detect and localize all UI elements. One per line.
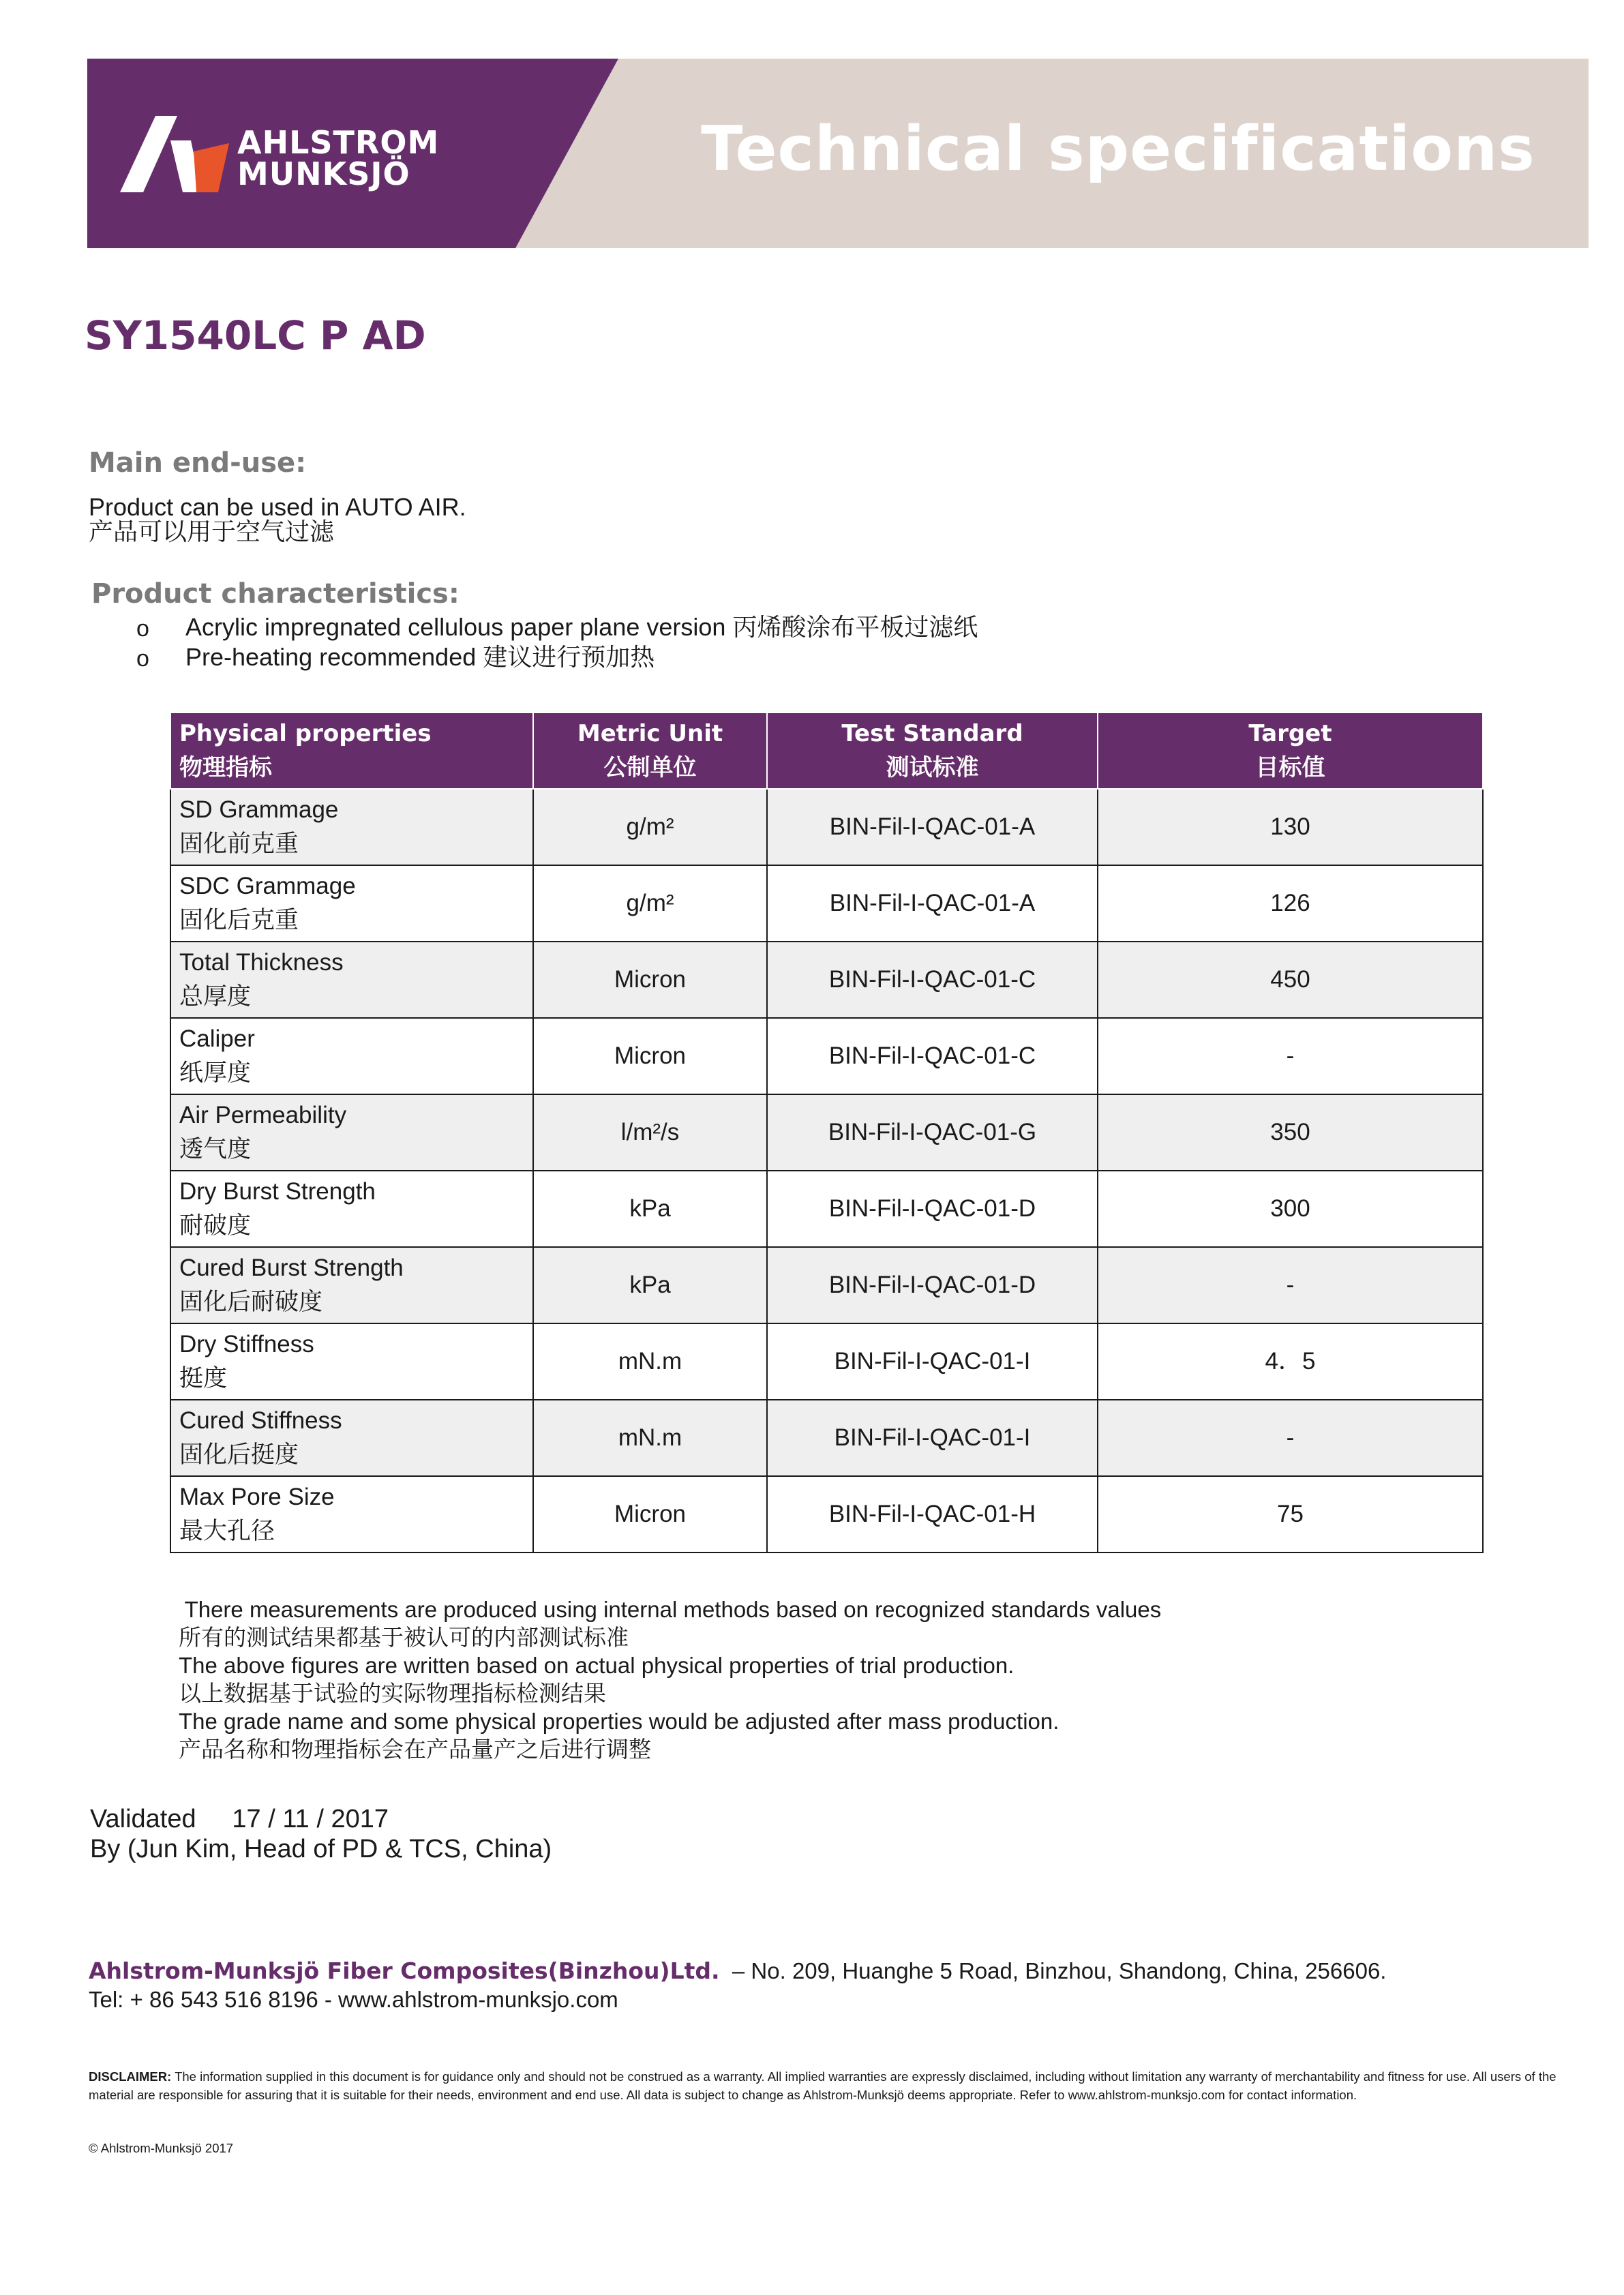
disclaimer-label: DISCLAIMER:	[89, 2069, 172, 2084]
characteristic-bullet: o	[136, 616, 149, 642]
property-name-cell: Total Thickness 总厚度	[170, 942, 533, 1018]
property-name-cell: SDC Grammage 固化后克重	[170, 865, 533, 942]
unit-cell: kPa	[533, 1171, 767, 1247]
standard-cell: BIN-Fil-I-QAC-01-A	[767, 789, 1098, 865]
table-row	[170, 1400, 1483, 1476]
note-line: The above figures are written based on actual physical properties of trial production.	[179, 1653, 1014, 1678]
header-banner	[87, 59, 1589, 248]
unit-cell: Micron	[533, 942, 767, 1018]
property-name-cell: Dry Burst Strength 耐破度	[170, 1171, 533, 1247]
target-cell: 75	[1098, 1476, 1483, 1552]
target-cell: 126	[1098, 865, 1483, 942]
target-cell: 4．5	[1098, 1323, 1483, 1400]
logo-line-1: AHLSTROM	[237, 124, 440, 161]
logo-wordmark	[237, 124, 440, 192]
target-cell: 130	[1098, 789, 1483, 865]
target-cell: -	[1098, 1400, 1483, 1476]
header-physical-properties: Physical properties 物理指标	[170, 712, 533, 789]
main-end-use-text-cn: 产品可以用于空气过滤	[89, 518, 335, 545]
unit-cell: Micron	[533, 1018, 767, 1094]
copyright: © Ahlstrom-Munksjö 2017	[89, 2141, 234, 2155]
property-name-cell: Cured Stiffness 固化后挺度	[170, 1400, 533, 1476]
note-line: 产品名称和物理指标会在产品量产之后进行调整	[179, 1737, 651, 1762]
ahlstrom-munksjo-logo-icon	[120, 116, 229, 192]
characteristic-bullet: o	[136, 646, 149, 672]
property-name-cell: Dry Stiffness 挺度	[170, 1323, 533, 1400]
target-cell: 300	[1098, 1171, 1483, 1247]
target-cell: -	[1098, 1247, 1483, 1323]
table-row	[170, 1247, 1483, 1323]
measurement-notes	[179, 1595, 1161, 1763]
main-end-use-text-en: Product can be used in AUTO AIR.	[89, 493, 466, 521]
product-characteristics-heading: Product characteristics:	[91, 578, 460, 610]
table-row	[170, 1018, 1483, 1094]
specifications-table	[170, 712, 1484, 1553]
standard-cell: BIN-Fil-I-QAC-01-H	[767, 1476, 1098, 1552]
table-row	[170, 1171, 1483, 1247]
table-header-row	[170, 712, 1483, 789]
unit-cell: kPa	[533, 1247, 767, 1323]
product-code: SY1540LC P AD	[85, 312, 426, 359]
characteristic-item: Acrylic impregnated cellulous paper plane version 丙烯酸涂布平板过滤纸	[185, 613, 978, 641]
target-cell: 450	[1098, 942, 1483, 1018]
characteristic-item: Pre-heating recommended 建议进行预加热	[185, 643, 655, 671]
company-address: – No. 209, Huanghe 5 Road, Binzhou, Shandong, China, 256606.	[719, 1958, 1387, 1983]
note-line: There measurements are produced using internal methods based on recognized standards values	[179, 1597, 1162, 1622]
property-name-cell: SD Grammage 固化前克重	[170, 789, 533, 865]
note-line: 以上数据基于试验的实际物理指标检测结果	[179, 1681, 606, 1706]
note-line: The grade name and some physical properties would be adjusted after mass production.	[179, 1709, 1059, 1734]
standard-cell: BIN-Fil-I-QAC-01-G	[767, 1094, 1098, 1171]
header-test-standard: Test Standard 测试标准	[767, 712, 1098, 789]
standard-cell: BIN-Fil-I-QAC-01-D	[767, 1247, 1098, 1323]
note-line: 所有的测试结果都基于被认可的内部测试标准	[179, 1625, 629, 1650]
property-name-cell: Cured Burst Strength 固化后耐破度	[170, 1247, 533, 1323]
company-name: Ahlstrom-Munksjö Fiber Composites(Binzhou)Ltd.	[89, 1957, 720, 1984]
company-contact: Tel: + 86 543 516 8196 - www.ahlstrom-munksjo.com	[89, 1987, 618, 2012]
unit-cell: g/m²	[533, 789, 767, 865]
standard-cell: BIN-Fil-I-QAC-01-C	[767, 942, 1098, 1018]
logo-line-2: MUNKSJÖ	[237, 155, 410, 192]
header-title: Technical specifications	[701, 113, 1535, 185]
standard-cell: BIN-Fil-I-QAC-01-I	[767, 1323, 1098, 1400]
table-row	[170, 1094, 1483, 1171]
header-metric-unit: Metric Unit 公制单位	[533, 712, 767, 789]
unit-cell: mN.m	[533, 1400, 767, 1476]
property-name-cell: Air Permeability 透气度	[170, 1094, 533, 1171]
header-target: Target 目标值	[1098, 712, 1483, 789]
table-row	[170, 1476, 1483, 1552]
standard-cell: BIN-Fil-I-QAC-01-C	[767, 1018, 1098, 1094]
table-row	[170, 865, 1483, 942]
validation-block	[90, 1804, 552, 1864]
standard-cell: BIN-Fil-I-QAC-01-I	[767, 1400, 1098, 1476]
unit-cell: l/m²/s	[533, 1094, 767, 1171]
unit-cell: Micron	[533, 1476, 767, 1552]
target-cell: -	[1098, 1018, 1483, 1094]
standard-cell: BIN-Fil-I-QAC-01-A	[767, 865, 1098, 942]
table-row	[170, 789, 1483, 865]
main-end-use-heading: Main end-use:	[89, 447, 307, 479]
table-row	[170, 1323, 1483, 1400]
validated-by: By (Jun Kim, Head of PD & TCS, China)	[90, 1835, 552, 1863]
company-info	[89, 1957, 1386, 2014]
target-cell: 350	[1098, 1094, 1483, 1171]
unit-cell: g/m²	[533, 865, 767, 942]
validated-date: Validated 17 / 11 / 2017	[90, 1805, 389, 1833]
property-name-cell: Caliper 纸厚度	[170, 1018, 533, 1094]
property-name-cell: Max Pore Size 最大孔径	[170, 1476, 533, 1552]
disclaimer-text: The information supplied in this document is for guidance only and should not be construed as a warranty. All implied warranties are expressly disclaimed, including without limitation any warranty of merchantability and fitness for use. All users of the material are responsible for assuring that it is suitable for their needs, environment and end use. All data is subject to change as Ahlstrom-Munksjö deems appropriate. Refer to www.ahlstrom-munksjo.com for contact information.	[89, 2069, 1557, 2102]
unit-cell: mN.m	[533, 1323, 767, 1400]
disclaimer	[89, 2067, 1589, 2104]
table-row	[170, 942, 1483, 1018]
standard-cell: BIN-Fil-I-QAC-01-D	[767, 1171, 1098, 1247]
